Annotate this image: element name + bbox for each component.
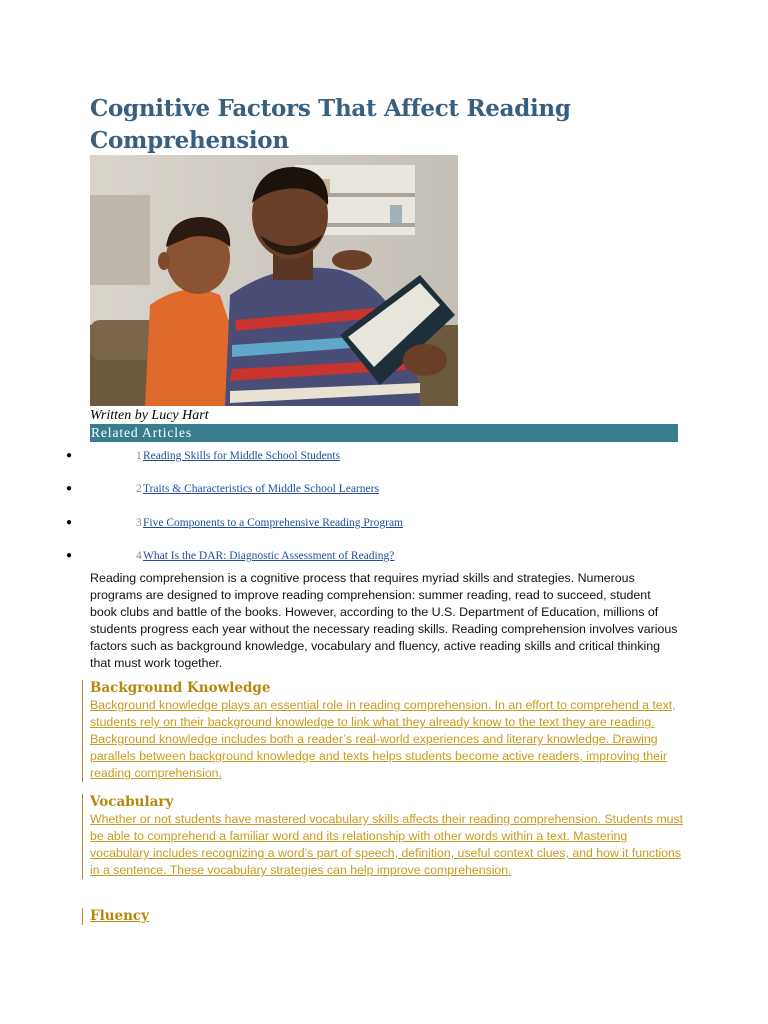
section-heading[interactable]: Fluency (90, 908, 149, 924)
section-background-knowledge (82, 680, 690, 782)
section-fluency (82, 908, 690, 925)
related-articles-heading: Related Articles (90, 424, 678, 442)
bullet-icon: ● (66, 483, 73, 494)
item-number: 4 (136, 550, 142, 562)
section-body[interactable]: Whether or not students have mastered vocabulary skills affects their reading comprehension. Students must be able to comprehend a familiar word and its relationship with other words within a text. Mastering vocabulary includes recognizing a word’s part of speech, definition, useful context clues, and how it functions in a sentence. These vocabulary strategies can help improve comprehension. (90, 812, 684, 877)
list-item (0, 480, 600, 498)
page-title: Cognitive Factors That Affect Reading Comprehension (90, 95, 571, 154)
section-body[interactable]: Background knowledge plays an essential role in reading comprehension. In an effort to comprehend a text, students rely on their background knowledge to link what they already know to the text they are reading. Background knowledge includes both a reader’s real-world experiences and literary knowledge. Drawing parallels between background knowledge and texts helps students become active readers, improving their reading comprehension. (90, 698, 676, 780)
related-link-2[interactable]: Traits & Characteristics of Middle School Learners (143, 483, 379, 495)
section-heading: Background Knowledge (90, 680, 271, 696)
list-item (0, 514, 600, 532)
item-number: 1 (136, 450, 142, 462)
article-photo (90, 155, 458, 406)
bullet-icon: ● (66, 517, 73, 528)
related-link-3[interactable]: Five Components to a Comprehensive Reading Program (143, 517, 403, 529)
bullet-icon: ● (66, 450, 73, 461)
section-heading: Vocabulary (90, 794, 174, 810)
item-number: 3 (136, 517, 142, 529)
item-number: 2 (136, 483, 142, 495)
related-link-1[interactable]: Reading Skills for Middle School Students (143, 450, 341, 462)
section-vocabulary (82, 794, 690, 879)
father-son-reading-photo (90, 155, 458, 406)
bullet-icon: ● (66, 550, 73, 561)
author-byline: Written by Lucy Hart (90, 408, 209, 423)
list-item (0, 547, 600, 565)
related-link-4[interactable]: What Is the DAR: Diagnostic Assessment of Reading? (143, 550, 395, 562)
list-item (0, 447, 600, 465)
intro-paragraph: Reading comprehension is a cognitive process that requires myriad skills and strategies. Numerous programs are designed to improve reading comprehension: summer reading, read to succeed, student book clubs and battle of the books. However, according to the U.S. Department of Education, millions of students progress each year without the necessary reading skills. Reading comprehension involves various factors such as background knowledge, vocabulary and fluency, active reading skills and critical thinking that must work together. (90, 571, 678, 670)
